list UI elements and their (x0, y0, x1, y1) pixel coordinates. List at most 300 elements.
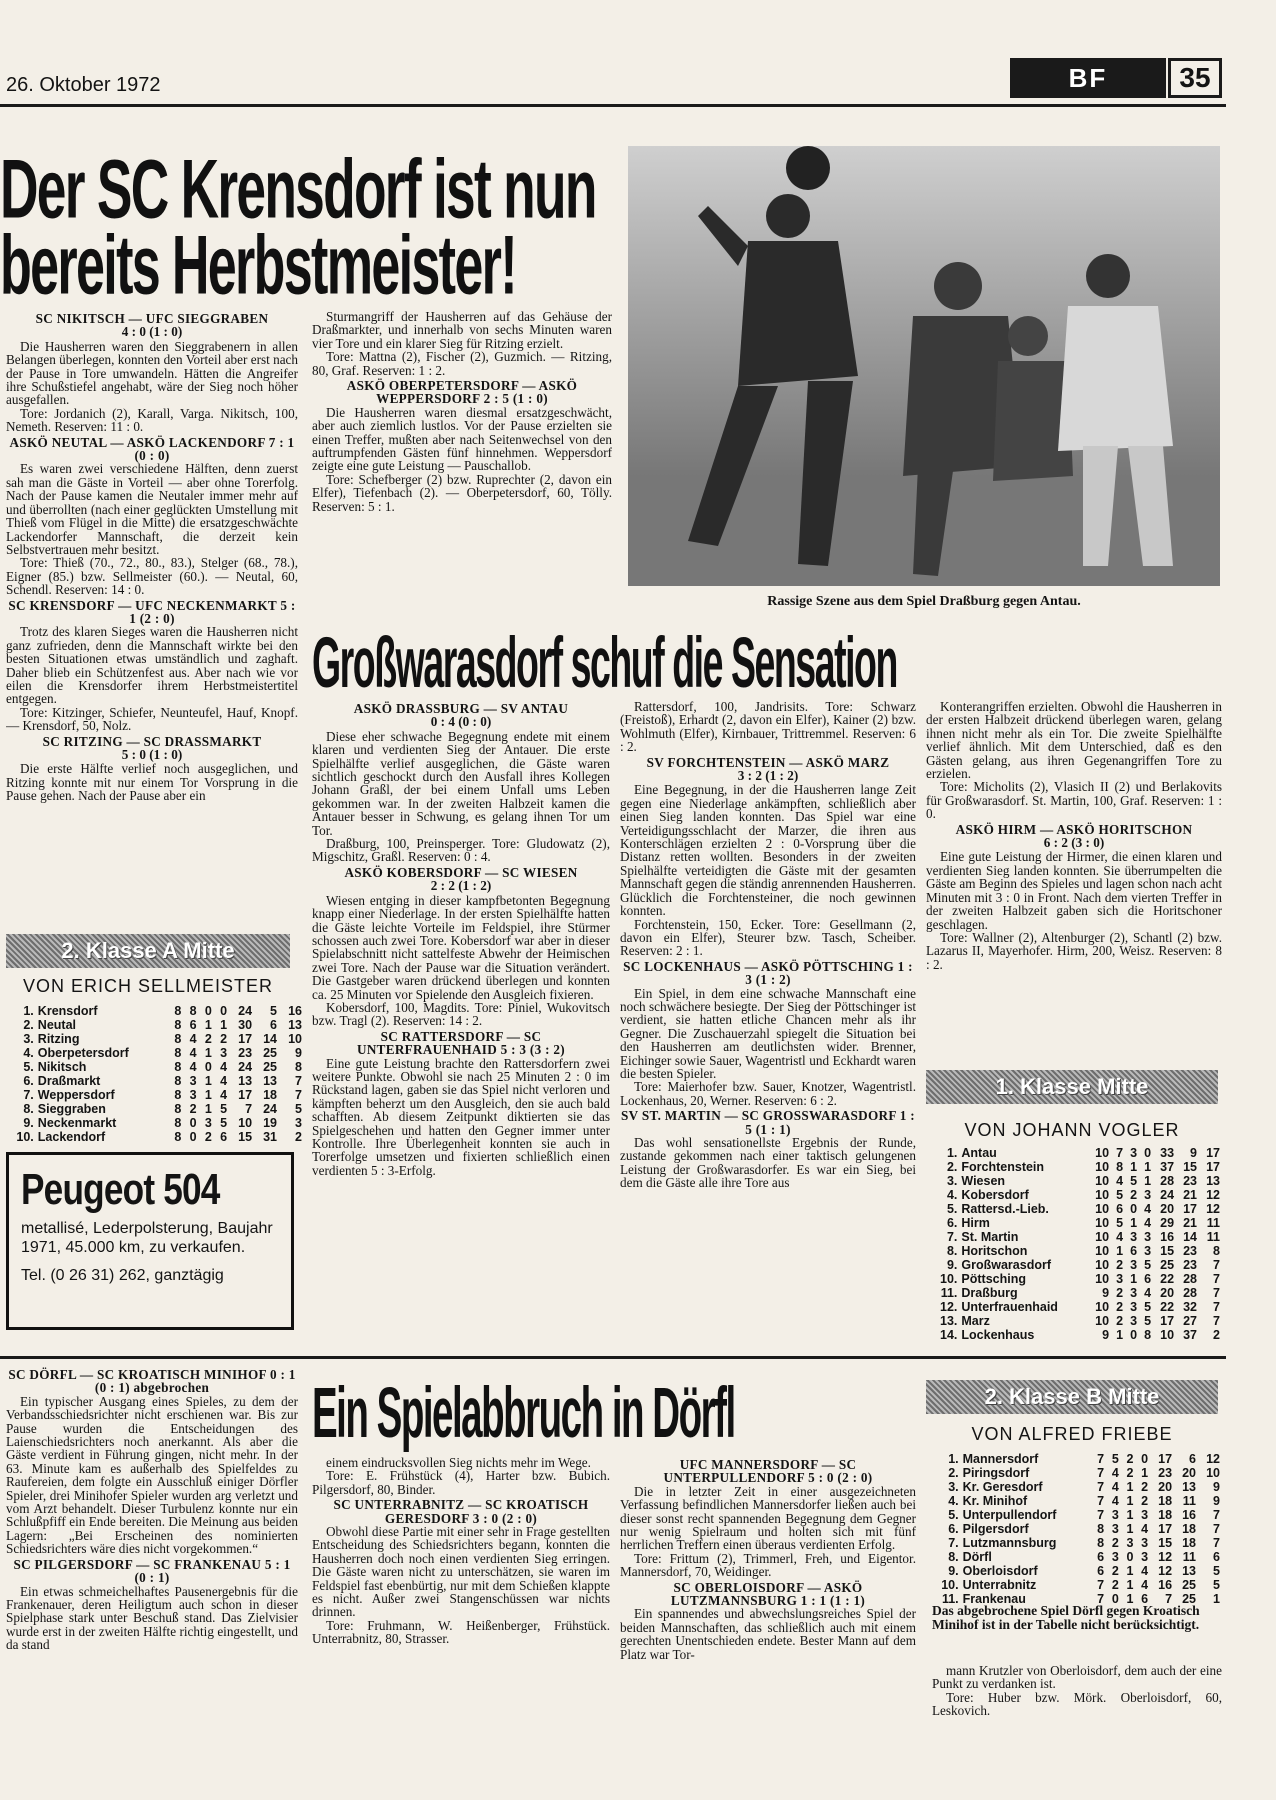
goals-against: 25 (263, 1060, 277, 1074)
points: 6 (1213, 1550, 1220, 1564)
goals-against: 37 (1183, 1328, 1197, 1342)
points: 12 (1206, 1202, 1220, 1216)
team: Draßburg (961, 1286, 1018, 1300)
drawn: 1 (1130, 1272, 1138, 1286)
played: 8 (174, 1130, 182, 1144)
goals-against: 13 (1182, 1564, 1196, 1578)
match-text: Das wohl sensationellste Ergebnis der Runde, zustande gekommen nach einer taktisch gelungenen Leistung der Großwarasdorfer. Es war ein Sieg, bei dem die Gäste alle ihre Tore aus (620, 1135, 916, 1191)
goals-for: 20 (1160, 1202, 1175, 1216)
points: 7 (1213, 1258, 1220, 1272)
won: 2 (1116, 1258, 1124, 1272)
rank: 2. (946, 1160, 958, 1174)
goals-for: 12 (1158, 1564, 1173, 1578)
photo-placeholder-image (628, 146, 1220, 586)
match-result: 5 : 0 (1 : 0) (121, 747, 183, 762)
column-3 (312, 700, 610, 1332)
rank: 7. (948, 1536, 959, 1550)
goals-against: 23 (1183, 1174, 1197, 1188)
won: 3 (189, 1074, 197, 1088)
won: 4 (1116, 1174, 1124, 1188)
team: Sieggraben (37, 1102, 106, 1116)
drawn: 2 (1130, 1188, 1138, 1202)
paper-logo: BF (1010, 58, 1166, 98)
team: Hirm (961, 1216, 990, 1230)
lost: 3 (1144, 1188, 1152, 1202)
lost: 1 (220, 1018, 228, 1032)
drawn: 5 (1130, 1174, 1138, 1188)
played: 7 (1097, 1452, 1105, 1466)
standings-row (932, 1244, 1222, 1258)
drawn: 1 (1126, 1578, 1134, 1592)
drawn: 1 (1126, 1564, 1134, 1578)
lost: 4 (220, 1074, 228, 1088)
lost: 6 (220, 1130, 228, 1144)
won: 1 (1116, 1328, 1124, 1342)
goals-against: 25 (1182, 1578, 1196, 1592)
points: 10 (288, 1032, 302, 1046)
goals-against: 6 (1189, 1452, 1196, 1466)
match-text: Eine gute Leistung brachte den Rattersdorfern zwei weitere Punkte. Obwohl sie nach 25 Minuten 2 : 0 im Rückstand lagen, gaben sie das Spiel nicht verloren und kämpften beherzt um den Ausgleich, den sie auch bald schafften. Ab diesem Zeitpunkt diktierten sie das Spielgeschehen und hatten den Gegner immer unter Kontrolle. Ihre Überlegenheit konnten sie auch in Torerfolge umsetzen und fixierten schließlich einen verdienten 5 : 3-Erfolg. (312, 1055, 610, 1178)
rank: 14. (940, 1328, 958, 1342)
points: 7 (1213, 1522, 1220, 1536)
section-bar-klasse-b: 2. Klasse B Mitte (926, 1380, 1218, 1414)
lost: 4 (220, 1088, 228, 1102)
goals-for: 7 (1165, 1592, 1173, 1606)
team: Piringsdorf (962, 1466, 1030, 1480)
goals-against: 9 (1190, 1146, 1197, 1160)
goals-against: 17 (1183, 1202, 1197, 1216)
rank: 12. (940, 1300, 958, 1314)
rank: 9. (946, 1258, 958, 1272)
team: Pöttsching (961, 1272, 1026, 1286)
column-5 (926, 700, 1222, 1070)
goals-for: 20 (1158, 1480, 1173, 1494)
drawn: 1 (1126, 1592, 1134, 1606)
standings-row (932, 1160, 1222, 1174)
team: Unterfrauenhaid (961, 1300, 1058, 1314)
rank: 9. (23, 1116, 34, 1130)
rank: 6. (23, 1074, 34, 1088)
standings-row (932, 1466, 1222, 1480)
points: 17 (1206, 1160, 1220, 1174)
section-divider (0, 1356, 1226, 1359)
played: 8 (174, 1088, 182, 1102)
column-2 (312, 310, 612, 610)
standings-table-klasse-b (932, 1452, 1222, 1606)
team: Nikitsch (37, 1060, 87, 1074)
standings-row (932, 1272, 1222, 1286)
match-heading: SC KRENSDORF — UFC NECKENMARKT 5 : 1 (2 : 0) (8, 597, 296, 626)
match-heading: UFC MANNERSDORF — SC UNTERPULLENDORF 5 : 0 (2 : 0) (663, 1457, 873, 1486)
classified-ad (6, 1152, 294, 1330)
match-text: Die erste Hälfte verlief noch ausgeglichen, und Ritzing konnte mit nur einem Tor Vorsprung in die Pause gehen. Nach der Pause aber ein (6, 761, 298, 804)
played: 10 (1095, 1230, 1110, 1244)
points: 7 (1213, 1536, 1220, 1550)
drawn: 1 (1126, 1494, 1134, 1508)
standings-row (932, 1508, 1222, 1522)
team: Horitschon (961, 1244, 1028, 1258)
won: 8 (189, 1004, 197, 1018)
played: 10 (1095, 1202, 1110, 1216)
lost: 5 (1144, 1258, 1152, 1272)
team: Frankenau (962, 1592, 1026, 1606)
goals-against: 18 (1182, 1522, 1196, 1536)
drawn: 1 (1130, 1160, 1138, 1174)
goals-for: 18 (1158, 1494, 1173, 1508)
won: 3 (1111, 1550, 1119, 1564)
match-text: Trotz des klaren Sieges waren die Hausherren nicht ganz zufrieden, denn die Mannschaft wirkte bei den besten Situationen etwas umständlich und zaghaft. Daher blieb ein Schützenfest aus. Aber nach wie vor eilen die Krensdorfer ihrem Herbstmeistertitel entgegen. (6, 624, 298, 707)
played: 8 (1097, 1536, 1105, 1550)
drawn: 3 (1130, 1300, 1138, 1314)
standings-row (6, 1032, 304, 1046)
goals-against: 21 (1183, 1188, 1197, 1202)
standings-row (932, 1202, 1222, 1216)
match-scorers: Tore: Schefberger (2) bzw. Ruprechter (2, davon ein Elfer), Tiefenbach (2). — Oberpetersdorf, 60, Tölly. Reserven: 5 : 1. (312, 471, 612, 514)
team: Lutzmannsburg (962, 1536, 1057, 1550)
drawn: 1 (204, 1018, 212, 1032)
page-number: 35 (1168, 58, 1222, 98)
table-author: VON ERICH SELLMEISTER (22, 976, 274, 996)
match-text: Wiesen entging in dieser kampfbetonten Begegnung knapp einer Niederlage. In der ersten Spielhälfte hatten die Gäste leichte Vorteile im Feldspiel, ihre Stürmer schossen auch zwei Tore. Kobersdorf war aber in dieser Spielabschnitt nicht sattelfeste Abwehr der Heimischen zwei Tore. Nach der Pause war die Situation verändert. Die Gastgeber waren drückend überlegen und konnten ca. 25 Minuten vor Spielende den Ausgleich fixieren. (312, 892, 610, 1002)
lost: 2 (1141, 1494, 1149, 1508)
won: 4 (189, 1060, 197, 1074)
goals-for: 17 (1158, 1522, 1173, 1536)
won: 4 (1111, 1494, 1119, 1508)
section-bar-klasse-a: 2. Klasse A Mitte (6, 934, 290, 968)
team: Forchtenstein (961, 1160, 1045, 1174)
points: 9 (1213, 1480, 1220, 1494)
goals-against: 21 (1183, 1216, 1197, 1230)
team: Oberpetersdorf (37, 1046, 129, 1060)
bottom-column-4 (932, 1664, 1222, 1784)
drawn: 6 (1130, 1244, 1138, 1258)
team: Unterpullendorf (962, 1508, 1057, 1522)
lost: 5 (1144, 1314, 1152, 1328)
lost: 3 (220, 1046, 228, 1060)
played: 10 (1095, 1314, 1110, 1328)
match-scorers: Tore: Frittum (2), Trimmerl, Freh, und Eigentor. Mannersdorf, 70, Weidinger. (620, 1550, 916, 1580)
rank: 7. (946, 1230, 958, 1244)
match-scorers: Forchtenstein, 150, Ecker. Tore: Gesellmann (2, davon ein Elfer), Steurer bzw. Tasch, Scheiber. Reserven: 2 : 1. (620, 916, 916, 959)
played: 10 (1095, 1272, 1110, 1286)
won: 3 (1116, 1272, 1124, 1286)
goals-for: 22 (1160, 1300, 1175, 1314)
drawn: 2 (204, 1032, 212, 1046)
ad-title: Peugeot 504 (21, 1165, 220, 1214)
goals-against: 5 (270, 1004, 277, 1018)
drawn: 2 (1126, 1466, 1134, 1480)
headline-main-line1: Der SC Krensdorf ist nun (0, 143, 596, 237)
points: 13 (1206, 1174, 1220, 1188)
points: 9 (1213, 1494, 1220, 1508)
standings-row (932, 1258, 1222, 1272)
won: 2 (1111, 1536, 1119, 1550)
lost: 3 (1141, 1508, 1149, 1522)
match-scorers: Tore: Huber bzw. Mörk. Oberloisdorf, 60, Leskovich. (932, 1689, 1222, 1719)
won: 4 (189, 1032, 197, 1046)
goals-against: 14 (263, 1032, 277, 1046)
played: 10 (1095, 1258, 1110, 1272)
drawn: 2 (204, 1130, 212, 1144)
standings-row (932, 1480, 1222, 1494)
played: 10 (1095, 1160, 1110, 1174)
rank: 9. (948, 1564, 959, 1578)
goals-against: 28 (1183, 1272, 1197, 1286)
lost: 3 (1141, 1536, 1149, 1550)
standings-row (932, 1188, 1222, 1202)
report-neutal (6, 436, 298, 597)
drawn: 1 (1130, 1216, 1138, 1230)
team: Oberloisdorf (962, 1564, 1038, 1578)
match-heading: ASKÖ OBERPETERSDORF — ASKÖ WEPPERSDORF 2 : 5 (1 : 0) (346, 378, 578, 407)
points: 7 (1213, 1286, 1220, 1300)
standings-row (932, 1300, 1222, 1314)
table-author: VON JOHANN VOGLER (964, 1120, 1180, 1140)
goals-for: 10 (1160, 1328, 1175, 1342)
standings-row (932, 1522, 1222, 1536)
match-text: Die in letzter Zeit in einer ausgezeichneten Verfassung befindlichen Mannersdorfer ließen auch bei dieser sonst recht spannenden Begegnung dem Gegner nur wenig Spielraum und holten sich mit fünf herrlichen Treffern einen überaus verdienten Erfolg. (620, 1483, 916, 1553)
match-photo (628, 146, 1220, 586)
rank: 4. (23, 1046, 34, 1060)
played: 10 (1095, 1216, 1110, 1230)
won: 4 (189, 1046, 197, 1060)
team: Weppersdorf (37, 1088, 115, 1102)
points: 5 (295, 1102, 302, 1116)
match-heading: SC UNTERRABNITZ — SC KROATISCH GERESDORF 3 : 0 (2 : 0) (333, 1497, 589, 1526)
goals-for: 17 (1160, 1314, 1175, 1328)
rank: 2. (948, 1466, 959, 1480)
standings-table-klasse-a (6, 1004, 304, 1144)
points: 12 (1206, 1452, 1220, 1466)
lost: 3 (1144, 1244, 1152, 1258)
standings-table-klasse-mitte (932, 1146, 1222, 1342)
match-scorers: Tore: Jordanich (2), Karall, Varga. Nikitsch, 100, Nemeth. Reserven: 11 : 0. (6, 405, 298, 435)
rank: 11. (941, 1592, 959, 1606)
rank: 6. (946, 1216, 958, 1230)
rank: 8. (948, 1550, 959, 1564)
headline-sensation: Großwarasdorf schuf die Sensation (312, 623, 897, 704)
match-heading: ASKÖ DRASSBURG — SV ANTAU (353, 701, 569, 716)
lost: 6 (1141, 1592, 1149, 1606)
standings-row (6, 1046, 304, 1060)
lost: 6 (1144, 1272, 1152, 1286)
goals-against: 25 (263, 1046, 277, 1060)
lost: 4 (1144, 1286, 1152, 1300)
team: Kr. Minihof (962, 1494, 1028, 1508)
won: 5 (1116, 1216, 1124, 1230)
goals-for: 16 (1158, 1578, 1173, 1592)
match-scorers: Kobersdorf, 100, Magdits. Tore: Piniel, Wukovitsch bzw. Tragl (2). Reserven: 14 : 2. (312, 999, 610, 1029)
lost: 1 (1144, 1174, 1152, 1188)
goals-against: 16 (1182, 1508, 1196, 1522)
goals-for: 15 (1158, 1536, 1173, 1550)
goals-against: 31 (263, 1130, 277, 1144)
rank: 5. (23, 1060, 34, 1074)
points: 12 (1206, 1188, 1220, 1202)
goals-against: 28 (1183, 1286, 1197, 1300)
rank: 2. (23, 1018, 34, 1032)
lost: 1 (1144, 1160, 1152, 1174)
points: 17 (1206, 1146, 1220, 1160)
match-heading: SC RITZING — SC DRASSMARKT (42, 733, 262, 749)
match-scorers: Tore: Mattna (2), Fischer (2), Guzmich. — Ritzing, 80, Graf. Reserven: 1 : 2. (312, 349, 612, 378)
played: 8 (174, 1074, 182, 1088)
team: Ritzing (37, 1032, 80, 1046)
lost: 5 (220, 1102, 228, 1116)
team: Großwarasdorf (961, 1258, 1051, 1272)
lost: 4 (1144, 1202, 1152, 1216)
goals-for: 25 (1160, 1258, 1175, 1272)
match-heading: ASKÖ NEUTAL — ASKÖ LACKENDORF 7 : 1 (0 : 0) (9, 434, 295, 464)
played: 7 (1097, 1494, 1105, 1508)
played: 8 (1097, 1522, 1105, 1536)
points: 7 (295, 1088, 302, 1102)
lost: 5 (1144, 1300, 1152, 1314)
played: 7 (1097, 1480, 1105, 1494)
standings-row (932, 1286, 1222, 1300)
points: 2 (295, 1130, 302, 1144)
points: 8 (295, 1060, 302, 1074)
report-ritzing (6, 735, 298, 803)
goals-against: 18 (1182, 1536, 1196, 1550)
match-heading: ASKÖ KOBERSDORF — SC WIESEN (344, 864, 578, 880)
match-scorers: Tore: Kitzinger, Schiefer, Neunteufel, Hauf, Knopf. — Krensdorf, 50, Nolz. (6, 704, 298, 734)
won: 3 (1111, 1522, 1119, 1536)
points: 1 (1213, 1592, 1220, 1606)
team: Krensdorf (37, 1004, 98, 1018)
match-text: Es waren zwei verschiedene Hälften, denn zuerst sah man die Gäste in Vorteil — aber ohne Torerfolg. Nach der Pause kamen die Neutaler immer mehr auf und überrollten (nach einer geglückten Umstellung mit Thieß vom Flügel in die Mitte) die ersatzgeschwächte Lackendorfer Mannschaft, die derzeit kein Selbstvertrauen mehr besitzt. (6, 461, 298, 557)
standings-row (932, 1314, 1222, 1328)
goals-against: 15 (1183, 1160, 1197, 1174)
ad-text: metallisé, Lederpolsterung, Baujahr 1971, 45.000 km, zu verkaufen. (21, 1220, 273, 1256)
match-scorers: Tore: Maierhofer bzw. Sauer, Knotzer, Wagentristl. Lockenhaus, 20, Werner. Reserven: 6 : 2. (620, 1079, 916, 1108)
goals-for: 15 (1160, 1244, 1175, 1258)
lost: 3 (1144, 1230, 1152, 1244)
goals-against: 13 (1182, 1480, 1196, 1494)
won: 2 (1116, 1286, 1124, 1300)
standings-row (932, 1536, 1222, 1550)
lost: 0 (220, 1004, 228, 1018)
played: 10 (1095, 1174, 1110, 1188)
lost: 4 (1141, 1578, 1149, 1592)
won: 1 (1116, 1244, 1124, 1258)
lost: 2 (220, 1032, 228, 1046)
played: 8 (174, 1032, 182, 1046)
drawn: 3 (204, 1116, 212, 1130)
goals-for: 17 (238, 1032, 253, 1046)
rank: 1. (946, 1146, 958, 1160)
goals-for: 24 (1160, 1188, 1175, 1202)
goals-for: 29 (1160, 1216, 1175, 1230)
rank: 4. (948, 1494, 959, 1508)
won: 6 (1116, 1202, 1124, 1216)
lost: 4 (1141, 1522, 1149, 1536)
points: 2 (1213, 1328, 1220, 1342)
match-result: 6 : 2 (3 : 0) (1043, 835, 1105, 851)
won: 4 (1111, 1466, 1119, 1480)
goals-against: 18 (263, 1088, 277, 1102)
team: Neckenmarkt (37, 1116, 117, 1130)
bottom-column-2 (312, 1456, 610, 1794)
team: Mannersdorf (962, 1452, 1039, 1466)
points: 7 (1213, 1272, 1220, 1286)
played: 8 (174, 1004, 182, 1018)
rank: 1. (948, 1452, 959, 1466)
drawn: 1 (204, 1102, 212, 1116)
table-note: Das abgebrochene Spiel Dörfl gegen Kroatisch Minihof ist in der Tabelle nicht berücksichtigt. (932, 1603, 1200, 1632)
standings-row (932, 1230, 1222, 1244)
rank: 6. (948, 1522, 959, 1536)
match-result: 2 : 2 (1 : 2) (430, 878, 492, 894)
lost: 4 (1144, 1216, 1152, 1230)
drawn: 1 (1126, 1522, 1134, 1536)
match-scorers: Draßburg, 100, Preinsperger. Tore: Gludowatz (2), Migschitz, Graßl. Reserven: 0 : 4. (312, 836, 610, 865)
goals-for: 18 (1158, 1508, 1173, 1522)
lost: 3 (1141, 1550, 1149, 1564)
team: Lackendorf (37, 1130, 106, 1144)
ad-phone: Tel. (0 26 31) 262, ganztägig (21, 1267, 224, 1284)
match-result: 4 : 0 (1 : 0) (121, 324, 183, 340)
bottom-column-3 (620, 1456, 916, 1794)
match-heading: SC DÖRFL — SC KROATISCH MINIHOF 0 : 1 (0 : 1) abgebrochen (8, 1367, 296, 1396)
team: Kobersdorf (961, 1188, 1029, 1202)
headline-dorfl: Ein Spielabbruch in Dörfl (312, 1373, 735, 1454)
match-scorers: Tore: Thieß (70., 72., 80., 83.), Stelger (68., 78.), Eigner (85.) bzw. Sellmeister (60.). — Neutal, 60, Schendl. Reserven: 14 : 0. (6, 555, 298, 598)
table-author: VON ALFRED FRIEBE (971, 1424, 1173, 1444)
won: 2 (1116, 1300, 1124, 1314)
goals-against: 13 (263, 1074, 277, 1088)
standings-row (6, 1004, 304, 1018)
points: 7 (1213, 1314, 1220, 1328)
header-rule (0, 104, 1226, 107)
standings-row (932, 1452, 1222, 1466)
goals-for: 23 (1158, 1466, 1173, 1480)
standings-row (932, 1328, 1222, 1342)
won: 5 (1111, 1452, 1119, 1466)
rank: 11. (940, 1286, 958, 1300)
won: 3 (189, 1088, 197, 1102)
played: 8 (174, 1018, 182, 1032)
drawn: 0 (1130, 1328, 1138, 1342)
played: 7 (1097, 1578, 1105, 1592)
rank: 3. (23, 1032, 34, 1046)
goals-for: 16 (1160, 1230, 1175, 1244)
match-heading: SC PILGERSDORF — SC FRANKENAU 5 : 1 (0 : 1) (13, 1556, 291, 1586)
goals-against: 25 (1182, 1592, 1196, 1606)
won: 2 (189, 1102, 197, 1116)
drawn: 1 (1126, 1508, 1134, 1522)
won: 0 (189, 1116, 197, 1130)
goals-for: 7 (245, 1102, 253, 1116)
goals-for: 20 (1160, 1286, 1175, 1300)
rank: 1. (23, 1004, 34, 1018)
rank: 10. (940, 1272, 958, 1286)
points: 9 (295, 1046, 302, 1060)
played: 7 (1097, 1592, 1105, 1606)
lost: 0 (1141, 1452, 1149, 1466)
rank: 3. (946, 1174, 958, 1188)
goals-against: 24 (263, 1102, 277, 1116)
match-text: Konterangriffen erzielten. Obwohl die Hausherren in der ersten Halbzeit drückend überlegen waren, gelang ihnen nicht mehr als ein Tor. Die zweite Spielhälfte verlief ähnlich. Mit dem Unterschied, daß es den Gästen gelang, aus ihren Gegenangriffen Tore zu erzielen. (926, 700, 1222, 782)
goals-for: 28 (1160, 1174, 1175, 1188)
goals-against: 32 (1183, 1300, 1197, 1314)
rank: 10. (941, 1578, 959, 1592)
played: 6 (1097, 1564, 1105, 1578)
match-text: Ein typischer Ausgang eines Spieles, zu dem der Verbandsschiedsrichter nicht erschienen war. Bis zur Pause wurden die Entscheidungen des Laienschiedsrichters noch anerkannt. Als aber die Gäste verdient in Führung gingen, nicht mehr. In der 63. Minute kam es außerhalb des Spielfeldes zu Raufereien, dem folgte ein Ausschluß einiger Dörfler Spieler, drei Minihofer Spieler wurden arg verletzt und vom Arzt behandelt. Dieser Turbulenz konnte nur ein Schlußpfiff ein Ende bereiten. Die Meinung aus beiden Lagern: „Bei Erscheinen des nominierten Schiedsrichters wäre dies nicht vorgekommen.“ (6, 1393, 298, 1557)
match-scorers: Tore: Fruhmann, W. Heißenberger, Frühstück. Unterrabnitz, 80, Strasser. (312, 1617, 610, 1647)
standings-row (6, 1088, 304, 1102)
drawn: 2 (1126, 1452, 1134, 1466)
